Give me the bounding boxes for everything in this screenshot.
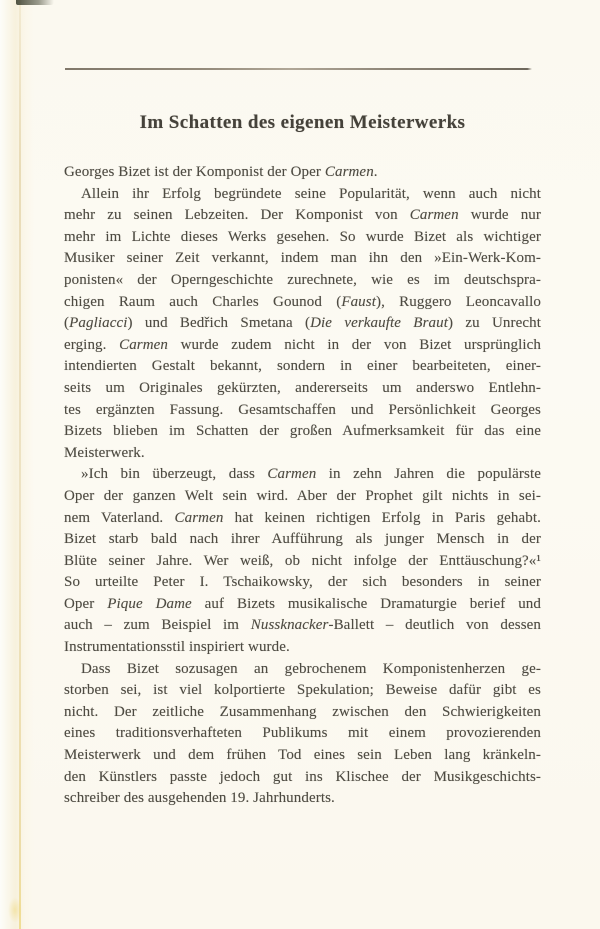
page-crease [19, 0, 21, 929]
text-line: seits um Originales gekürzten, andererseits um anderswo Entlehn- [64, 379, 541, 396]
text-line: »Ich bin überzeugt, dass Carmen in zehn Jahren die populärste [81, 466, 541, 483]
text-line: mehr zu seinen Lebzeiten. Der Komponist von Carmen wurde nur [64, 207, 542, 224]
text-line: nicht. Der zeitliche Zusammenhang zwischen den Schwierigkeiten [64, 703, 541, 720]
top-rule [65, 68, 532, 70]
text-line: chigen Raum auch Charles Gounod (Faust), Ruggero Leoncavallo [64, 293, 542, 310]
page-edge-shading [0, 0, 34, 929]
text-line: Georges Bizet ist der Komponist der Oper Carmen. [64, 164, 378, 180]
text-line: Instrumentationsstil inspiriert wurde. [64, 639, 290, 656]
text-line: intendierten Gestalt bekannt, sondern in einer bearbeiteten, einer- [64, 358, 541, 375]
text-line: Blüte seiner Jahre. Wer weiß, ob nicht infolge der Enttäuschung?«¹ [64, 552, 541, 569]
text-line: Musiker seiner Zeit verkannt, indem man ihn den »Ein-Werk-Kom- [64, 250, 541, 267]
chapter-heading: Im Schatten des eigenen Meisterwerks [139, 111, 466, 133]
text-line: Bizets blieben im Schatten der großen Aufmerksamkeit für das eine [64, 423, 541, 440]
text-line: storben sei, ist viel kolportierte Spekulation; Beweise dafür gibt es [64, 682, 541, 699]
body-text [64, 162, 541, 810]
text-line: Allein ihr Erfolg begründete seine Popularität, wenn auch nicht [81, 185, 541, 202]
scan-smudge [8, 897, 22, 923]
text-line: So urteilte Peter I. Tschaikowsky, der sich besonders in seiner [64, 574, 541, 591]
text-line: tes ergänzten Fassung. Gesamtschaffen und Persönlichkeit Georges [64, 401, 541, 418]
text-line: erging. Carmen wurde zudem nicht in der von Bizet ursprünglich [64, 336, 541, 353]
text-line: eines traditionsverhafteten Publikums mit einem provozierenden [64, 725, 541, 742]
text-line: den Künstlers passte jedoch gut ins Klischee der Musikgeschichts- [64, 768, 541, 785]
text-line: nem Vaterland. Carmen hat keinen richtigen Erfolg in Paris gehabt. [64, 509, 542, 526]
text-line: ponisten« der Operngeschichte zurechnete, wie es im deutschspra- [64, 271, 541, 288]
text-line: (Pagliacci) und Bedřich Smetana (Die verkaufte Braut) zu Unrecht [64, 315, 541, 332]
text-line: Oper der ganzen Welt sein wird. Aber der Prophet gilt nichts in sei- [64, 487, 541, 504]
text-line: Meisterwerk und dem frühen Tod eines sein Leben lang kränkeln- [64, 747, 541, 764]
text-line: Meisterwerk. [64, 444, 145, 461]
text-line: mehr im Lichte dieses Werks gesehen. So wurde Bizet als wichtiger [64, 228, 541, 245]
text-line: auch – zum Beispiel im Nussknacker-Ballett – deutlich von dessen [64, 617, 542, 634]
text-line: Bizet starb bald nach ihrer Aufführung als junger Mensch in der [64, 531, 541, 548]
text-line: Dass Bizet sozusagen an gebrochenem Komponistenherzen ge- [81, 660, 541, 677]
text-line: schreiber des ausgehenden 19. Jahrhunderts. [64, 790, 335, 807]
scan-corner-artifact [16, 0, 54, 5]
text-line: Oper Pique Dame auf Bizets musikalische Dramaturgie berief und [64, 595, 541, 612]
